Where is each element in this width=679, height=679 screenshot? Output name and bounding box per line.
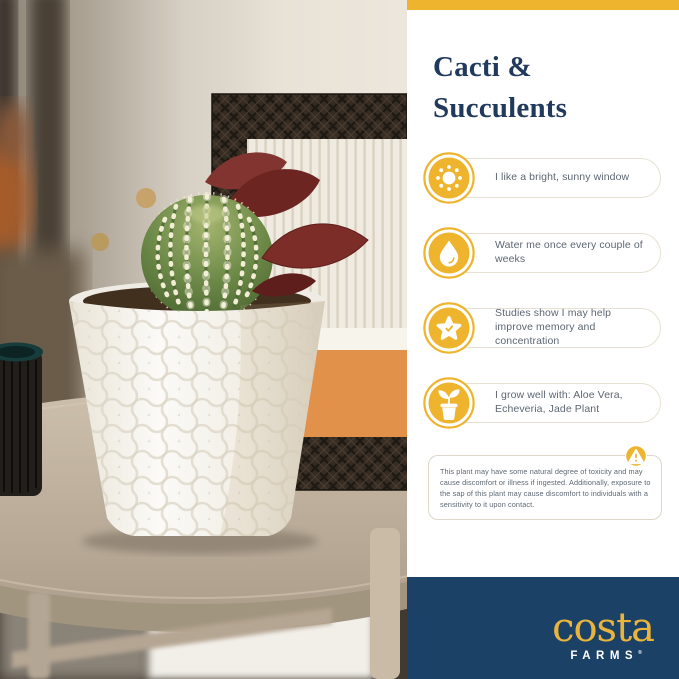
care-text-light: I like a bright, sunny window	[495, 171, 630, 183]
toxicity-warning-box	[428, 455, 662, 520]
care-point-light	[407, 152, 679, 204]
water-drop-icon	[423, 227, 475, 279]
care-list	[407, 152, 679, 429]
care-point-companions	[407, 377, 679, 429]
costa-farms-logo	[552, 605, 654, 662]
white-pot	[69, 301, 325, 536]
brand-footer	[407, 577, 679, 679]
gold-top-bar	[407, 0, 679, 10]
care-point-water	[407, 227, 679, 279]
care-text-water: Water me once every couple of weeks	[495, 239, 643, 265]
warning-triangle-icon	[625, 445, 647, 467]
page-title	[433, 47, 679, 130]
trademark-symbol: ®	[638, 650, 642, 657]
logo-sub-wordmark: FARMS®	[570, 650, 642, 662]
sun-icon	[423, 152, 475, 204]
black-mug	[0, 343, 43, 497]
title-line-1: Cacti &	[433, 51, 532, 83]
star-icon	[423, 302, 475, 354]
care-text-companions: I grow well with: Aloe Vera, Echeveria, Jade Plant	[495, 389, 623, 415]
potted-plant-icon	[423, 377, 475, 429]
title-line-2: Succulents	[433, 92, 568, 125]
care-point-benefit	[407, 302, 679, 354]
logo-wordmark: costa	[552, 605, 654, 652]
toxicity-warning-text: This plant may have some natural degree of toxicity and may cause discomfort or illness if ingested. Additionally, exposure to the sap of this plant may cause discomfort to individuals with a sensitivity to it upon contact.	[440, 466, 651, 510]
care-panel	[407, 0, 679, 679]
care-text-benefit: Studies show I may help improve memory and concentration	[495, 307, 612, 347]
